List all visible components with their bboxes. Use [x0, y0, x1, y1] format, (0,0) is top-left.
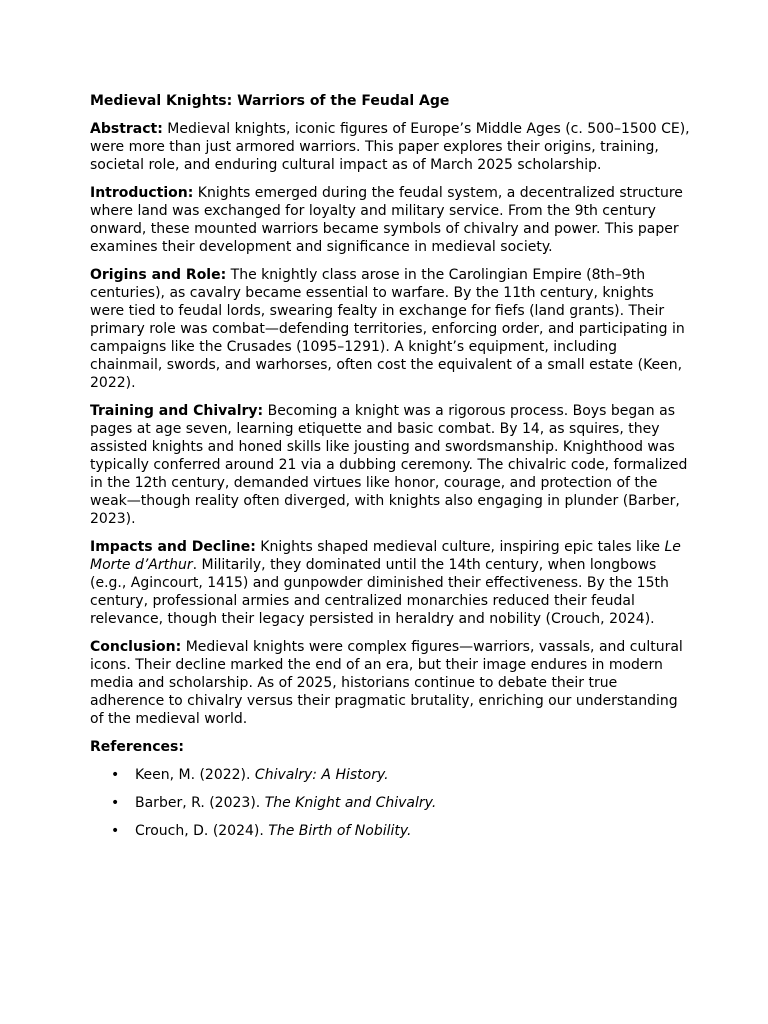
bullet-icon: • — [111, 823, 120, 839]
reference-item — [90, 822, 690, 840]
reference-author: Barber, R. (2023). — [135, 795, 265, 811]
bullet-icon: • — [111, 767, 120, 783]
section-paragraph — [90, 638, 690, 728]
reference-work-title: The Knight and Chivalry. — [264, 795, 437, 811]
section-italic-text: Le Morte d’Arthur — [90, 539, 681, 573]
section-text: Medieval knights were complex figures—warriors, vassals, and cultural icons. Their decline marked the end of an era, but their image endures in modern media and scholarship. As of 2025, historians continue to debate their true adherence to chivalry versus their pragmatic brutality, enriching our understanding of the medieval world. — [90, 639, 683, 727]
reference-author: Crouch, D. (2024). — [135, 823, 269, 839]
section-heading: Abstract: — [90, 121, 163, 137]
section-paragraph — [90, 184, 690, 256]
section-heading: Conclusion: — [90, 639, 182, 655]
reference-work-title: Chivalry: A History. — [254, 767, 389, 783]
reference-item — [90, 766, 690, 784]
reference-author: Keen, M. (2022). — [135, 767, 255, 783]
section-paragraph — [90, 538, 690, 628]
section-heading: Training and Chivalry: — [90, 403, 264, 419]
section-heading: Impacts and Decline: — [90, 539, 256, 555]
section-text: Knights emerged during the feudal system, a decentralized structure where land was exchanged for loyalty and military service. From the 9th century onward, these mounted warriors became symbols of chivalry and power. This paper examines their development and significance in medieval society. — [90, 185, 683, 255]
reference-work-title: The Birth of Nobility. — [268, 823, 412, 839]
section-heading: Introduction: — [90, 185, 194, 201]
bullet-icon: • — [111, 795, 120, 811]
section-paragraph — [90, 120, 690, 174]
section-paragraph — [90, 402, 690, 528]
section-text: . Militarily, they dominated until the 14th century, when longbows (e.g., Agincourt, 1415) and gunpowder diminished their effectiveness. By the 15th century, professional armies and centralized monarchies reduced their feudal relevance, though their legacy persisted in heraldry and nobility (Crouch, 2024). — [90, 557, 669, 627]
section-text: The knightly class arose in the Carolingian Empire (8th–9th centuries), as cavalry became essential to warfare. By the 11th century, knights were tied to feudal lords, swearing fealty in exchange for fiefs (land grants). Their primary role was combat—defending territories, enforcing order, and participating in campaigns like the Crusades (1095–1291). A knight’s equipment, including chainmail, swords, and warhorses, often cost the equivalent of a small estate (Keen, 2022). — [90, 267, 685, 391]
document-page — [90, 92, 690, 850]
reference-item — [90, 794, 690, 812]
section-text: Medieval knights, iconic figures of Europe’s Middle Ages (c. 500–1500 CE), were more than just armored warriors. This paper explores their origins, training, societal role, and enduring cultural impact as of March 2025 scholarship. — [90, 121, 690, 173]
section-text: Knights shaped medieval culture, inspiring epic tales like — [255, 539, 665, 555]
references-heading: References: — [90, 739, 184, 755]
section-paragraph — [90, 266, 690, 392]
section-heading: Origins and Role: — [90, 267, 227, 283]
section-text: Becoming a knight was a rigorous process. Boys began as pages at age seven, learning etiquette and basic combat. By 14, as squires, they assisted knights and honed skills like jousting and swordsmanship. Knighthood was typically conferred around 21 via a dubbing ceremony. The chivalric code, formalized in the 12th century, demanded virtues like honor, courage, and protection of the weak—though reality often diverged, with knights also engaging in plunder (Barber, 2023). — [90, 403, 688, 527]
document-title: Medieval Knights: Warriors of the Feudal Age — [90, 93, 450, 109]
references-list — [90, 766, 690, 840]
document-body — [90, 120, 690, 728]
